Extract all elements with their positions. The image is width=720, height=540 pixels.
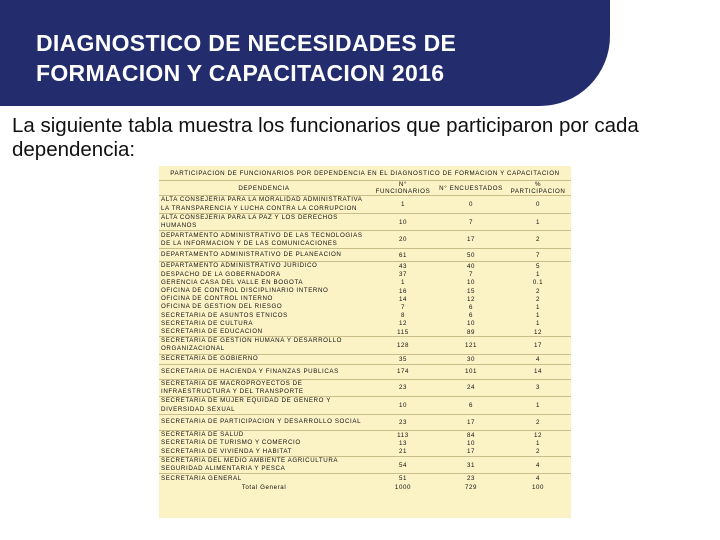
dependency-cell: DEPARTAMENTO ADMINISTRATIVO JURIDICO: [159, 262, 369, 271]
participacion-cell: 2: [505, 231, 571, 249]
encuestados-cell: 31: [437, 456, 505, 473]
encuestados-cell: 6: [468, 304, 474, 312]
table-row: [159, 447, 571, 456]
funcionarios-cell: 14: [398, 295, 408, 303]
encuestados-cell: 101: [437, 364, 505, 379]
funcionarios-cell: 7: [400, 304, 406, 312]
table-row: [159, 397, 571, 415]
page-title: [36, 28, 576, 88]
funcionarios-cell: 37: [398, 271, 408, 279]
participation-table: [159, 166, 571, 492]
table-row: [159, 337, 571, 354]
participacion-cell: 7: [505, 249, 571, 262]
dependency-cell: SECRETARIA DE TURISMO Y COMERCIO: [161, 439, 301, 447]
intro-text: La siguiente tabla muestra los funcionarios que participaron por cada dependencia:: [12, 114, 639, 161]
dependency-cell: SECRETARIA DE MACROPROYECTOS DE INFRAESTRUCTURA Y DEL TRANSPORTE: [159, 379, 369, 396]
dependency-cell: SECRETARIA DE EDUCACION: [161, 328, 263, 336]
participacion-cell: 4: [505, 354, 571, 364]
total-funcionarios: 1000: [394, 483, 412, 491]
table-row: [159, 364, 571, 379]
title-line-1: DIAGNOSTICO DE NECESIDADES DE: [36, 30, 457, 56]
participacion-cell: 1: [535, 312, 541, 320]
participacion-cell: 3: [505, 379, 571, 396]
dependency-cell: SECRETARIA DE PARTICIPACION Y DESARROLLO SOCIAL: [159, 415, 369, 431]
encuestados-cell: 7: [437, 214, 505, 231]
participacion-cell: 1: [535, 320, 541, 328]
encuestados-cell: 12: [466, 295, 476, 303]
funcionarios-cell: 13: [398, 439, 408, 447]
dependency-cell: SECRETARIA GENERAL: [159, 474, 369, 483]
funcionarios-cell: 12: [398, 320, 408, 328]
dependency-cell: DEPARTAMENTO ADMINISTRATIVO DE LAS TECNOLOGIAS DE LA INFORMACION Y DE LAS COMUNICACIONES: [159, 231, 369, 249]
table-row: [159, 295, 571, 303]
encuestados-cell: 40: [437, 262, 505, 271]
funcionarios-cell: 51: [369, 474, 437, 483]
table-row: [159, 431, 571, 440]
participation-table-container: [159, 166, 571, 518]
participacion-cell: 0: [505, 196, 571, 214]
encuestados-cell: 84: [437, 431, 505, 440]
participacion-cell: 2: [535, 295, 541, 303]
participacion-cell: 1: [535, 304, 541, 312]
encuestados-cell: 15: [466, 287, 476, 295]
encuestados-cell: 89: [466, 328, 476, 336]
dependency-cell: ALTA CONSEJERIA PARA LA MORALIDAD ADMINISTRATIVA LA TRANSPARENCIA Y LUCHA CONTRA LA CORRUPCION: [159, 196, 369, 214]
table-row: [159, 456, 571, 473]
participacion-cell: 2: [505, 415, 571, 431]
dependency-cell: OFICINA DE GESTION DEL RIESGO: [161, 303, 283, 311]
funcionarios-cell: 115: [397, 328, 409, 336]
dependency-cell: SECRETARIA DE MUJER EQUIDAD DE GENERO Y DIVERSIDAD SEXUAL: [159, 397, 369, 415]
participacion-cell: 5: [505, 262, 571, 271]
table-row: [159, 231, 571, 249]
dependency-cell: SECRETARIA DE HACIENDA Y FINANZAS PUBLICAS: [159, 364, 369, 379]
table-row: [159, 439, 571, 447]
table-row: [159, 196, 571, 214]
title-line-2: FORMACION Y CAPACITACION 2016: [36, 60, 445, 86]
funcionarios-cell: 54: [369, 456, 437, 473]
participacion-cell: 4: [505, 474, 571, 483]
table-row: [159, 271, 571, 279]
participacion-cell: 1: [535, 271, 541, 279]
funcionarios-cell: 10: [369, 214, 437, 231]
encuestados-cell: 17: [437, 415, 505, 431]
table-row: [159, 312, 571, 320]
encuestados-cell: 10: [466, 279, 476, 287]
encuestados-cell: 7: [468, 271, 474, 279]
participacion-cell: 4: [505, 456, 571, 473]
funcionarios-cell: 20: [369, 231, 437, 249]
participacion-cell: 1: [505, 214, 571, 231]
table-row: [159, 287, 571, 295]
dependency-cell: SECRETARIA DE SALUD: [159, 431, 369, 440]
funcionarios-cell: 16: [398, 287, 408, 295]
table-row: [159, 249, 571, 262]
participacion-cell: 17: [505, 337, 571, 354]
dependency-cell: SECRETARIA DE ASUNTOS ETNICOS: [161, 311, 288, 319]
participacion-cell: 12: [505, 431, 571, 440]
total-label: Total General: [241, 483, 287, 491]
encuestados-cell: 6: [437, 397, 505, 415]
participacion-cell: 0.1: [532, 279, 544, 287]
dependency-cell: SECRETARIA DE GOBIERNO: [159, 354, 369, 364]
table-row: [159, 354, 571, 364]
column-header-participacion: % PARTICIPACION: [505, 181, 571, 196]
funcionarios-cell: 61: [369, 249, 437, 262]
funcionarios-cell: 113: [369, 431, 437, 440]
participacion-cell: 1: [535, 439, 541, 447]
table-row: [159, 214, 571, 231]
funcionarios-cell: 1: [369, 196, 437, 214]
dependency-cell: OFICINA DE CONTROL DISCIPLINARIO INTERNO: [161, 287, 329, 295]
table-caption: PARTICIPACION DE FUNCIONARIOS POR DEPENDENCIA EN EL DIAGNOSTICO DE FORMACION Y CAPACITACION: [159, 166, 571, 181]
funcionarios-cell: 21: [398, 448, 408, 456]
table-row: [159, 320, 571, 328]
dependency-cell: OFICINA DE CONTROL INTERNO: [161, 295, 273, 303]
encuestados-cell: 121: [437, 337, 505, 354]
dependency-cell: DEPARTAMENTO ADMINISTRATIVO DE PLANEACION: [159, 249, 369, 262]
dependency-cell: SECRETARIA DE VIVIENDA Y HABITAT: [161, 447, 293, 455]
funcionarios-cell: 174: [369, 364, 437, 379]
participacion-cell: 1: [505, 397, 571, 415]
dependency-cell: DESPACHO DE LA GOBERNADORA: [161, 270, 281, 278]
encuestados-cell: 24: [437, 379, 505, 396]
encuestados-cell: 17: [437, 231, 505, 249]
dependency-cell: SECRETARIA DE CULTURA: [161, 319, 254, 327]
encuestados-cell: 10: [466, 320, 476, 328]
funcionarios-cell: 8: [400, 312, 406, 320]
table-body: [159, 196, 571, 492]
table-row: [159, 328, 571, 337]
encuestados-cell: 10: [466, 439, 476, 447]
total-row: [159, 483, 571, 492]
table-row: [159, 379, 571, 396]
funcionarios-cell: 1: [400, 279, 406, 287]
participacion-cell: 12: [533, 328, 543, 336]
table-row: [159, 474, 571, 483]
total-participacion: 100: [531, 483, 545, 491]
encuestados-cell: 30: [437, 354, 505, 364]
funcionarios-cell: 43: [369, 262, 437, 271]
dependency-cell: SECRETARIA DEL MEDIO AMBIENTE AGRICULTURA SEGURIDAD ALIMENTARIA Y PESCA: [159, 456, 369, 473]
table-row: [159, 303, 571, 311]
funcionarios-cell: 10: [369, 397, 437, 415]
participacion-cell: 2: [535, 448, 541, 456]
encuestados-cell: 50: [437, 249, 505, 262]
encuestados-cell: 17: [466, 448, 476, 456]
table-row: [159, 279, 571, 287]
participacion-cell: 14: [505, 364, 571, 379]
table-row: [159, 415, 571, 431]
column-header-encuestados: N° ENCUESTADOS: [437, 181, 505, 196]
funcionarios-cell: 23: [369, 379, 437, 396]
table-row: [159, 262, 571, 271]
encuestados-cell: 23: [437, 474, 505, 483]
column-header-funcionarios: N° FUNCIONARIOS: [369, 181, 437, 196]
column-header-dependencia: DEPENDENCIA: [159, 181, 369, 196]
participacion-cell: 2: [535, 287, 541, 295]
total-encuestados: 729: [464, 483, 478, 491]
dependency-cell: SECRETARIA DE GESTION HUMANA Y DESARROLLO ORGANIZACIONAL: [159, 337, 369, 354]
funcionarios-cell: 35: [369, 354, 437, 364]
dependency-cell: ALTA CONSEJERIA PARA LA PAZ Y LOS DERECHOS HUMANOS: [159, 214, 369, 231]
encuestados-cell: 0: [437, 196, 505, 214]
funcionarios-cell: 128: [369, 337, 437, 354]
encuestados-cell: 6: [468, 312, 474, 320]
dependency-cell: GERENCIA CASA DEL VALLE EN BOGOTA: [161, 278, 304, 286]
funcionarios-cell: 23: [369, 415, 437, 431]
